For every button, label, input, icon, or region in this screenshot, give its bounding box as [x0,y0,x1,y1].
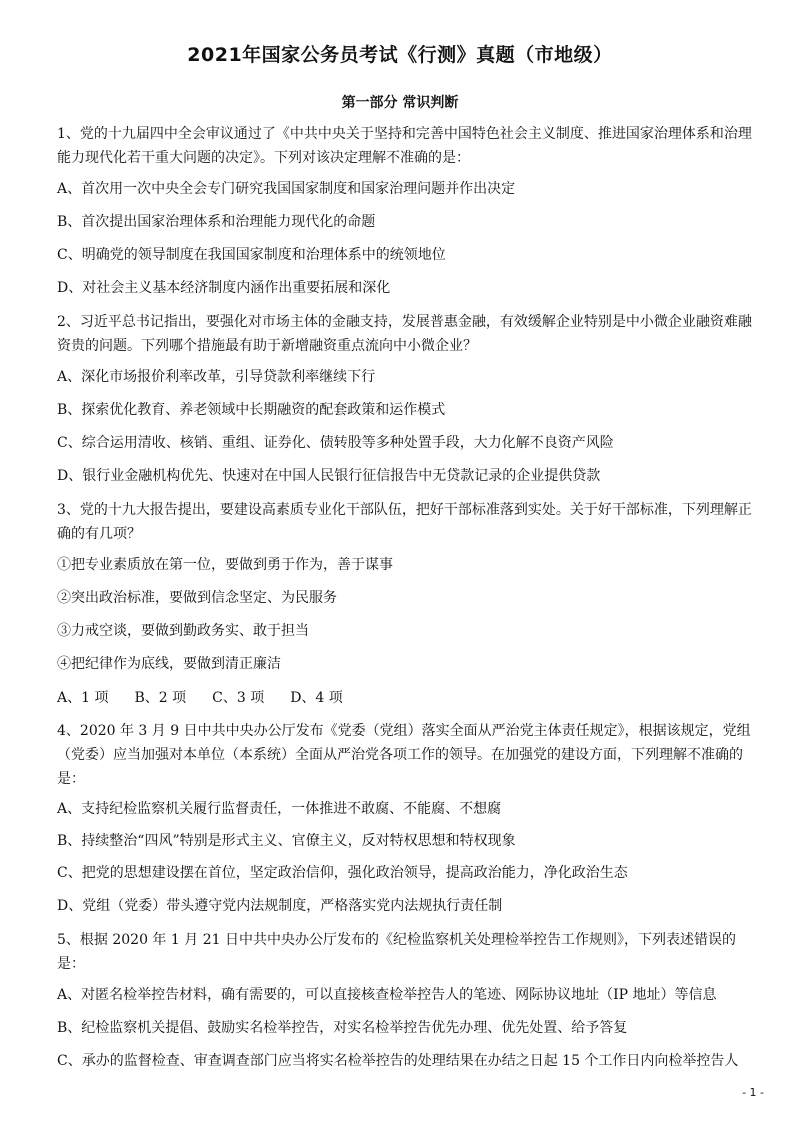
question-4-stem: 4、2020 年 3 月 9 日中共中央办公厅发布《党委（党组）落实全面从严治党主体责任规定》，根据该规定，党组（党委）应当加强对本单位（本系统）全面从严治党各项工作的领导。在加强党的建设方面，下列理解不准确的是： [57,723,751,787]
section-heading: 第一部分 常识判断 [341,95,459,111]
question-3-item-3: ③力戒空谈，要做到勤政务实、敢于担当 [57,623,309,639]
question-2-option-d: D、银行业金融机构优先、快速对在中国人民银行征信报告中无贷款记录的企业提供贷款 [57,468,601,484]
question-4-option-c: C、把党的思想建设摆在首位，坚定政治信仰，强化政治领导，提高政治能力，净化政治生态 [57,865,628,881]
question-5-option-a: A、对匿名检举控告材料，确有需要的，可以直接核查检举控告人的笔迹、网际协议地址（IP 地址）等信息 [57,987,717,1003]
question-3-item-2: ②突出政治标准，要做到信念坚定、为民服务 [57,590,337,606]
question-1-option-b: B、首次提出国家治理体系和治理能力现代化的命题 [57,214,376,230]
question-3-options [57,686,757,710]
question-4-option-a: A、支持纪检监察机关履行监督责任，一体推进不敢腐、不能腐、不想腐 [57,801,502,817]
question-2-option-a: A、深化市场报价利率改革，引导贷款利率继续下行 [57,369,376,385]
question-1-option-d: D、对社会主义基本经济制度内涵作出重要拓展和深化 [57,280,391,296]
question-1-option-c: C、明确党的领导制度在我国国家制度和治理体系中的统领地位 [57,247,446,263]
page-number: - 1 - [742,1086,764,1099]
question-3-item-1: ①把专业素质放在第一位，要做到勇于作为，善于谋事 [57,557,393,573]
question-5-option-b: B、纪检监察机关提倡、鼓励实名检举控告，对实名检举控告优先办理、优先处置、给予答复 [57,1020,628,1036]
question-5-stem: 5、根据 2020 年 1 月 21 日中共中央办公厅发布的《纪检监察机关处理检举控告工作规则》，下列表述错误的是： [57,932,736,972]
question-1-option-a: A、首次用一次中央全会专门研究我国国家制度和国家治理问题并作出决定 [57,181,516,197]
question-2-option-b: B、探索优化教育、养老领域中长期融资的配套政策和运作模式 [57,402,446,418]
question-3-option-c: C、3 项 [212,690,265,706]
question-3-option-d: D、4 项 [290,690,343,706]
question-4-option-d: D、党组（党委）带头遵守党内法规制度，严格落实党内法规执行责任制 [57,898,503,914]
question-3-option-a: A、1 项 [57,690,109,706]
question-5-option-c: C、承办的监督检查、审查调查部门应当将实名检举控告的处理结果在办结之日起 15 个工作日内向检举控告人 [57,1053,739,1069]
question-3-item-4: ④把纪律作为底线，要做到清正廉洁 [57,656,281,672]
question-1-stem: 1、党的十九届四中全会审议通过了《中共中央关于坚持和完善中国特色社会主义制度、推进国家治理体系和治理能力现代化若干重大问题的决定》。下列对该决定理解不准确的是： [57,126,752,166]
question-3-option-b: B、2 项 [134,690,187,706]
question-2-stem: 2、习近平总书记指出，要强化对市场主体的金融支持，发展普惠金融，有效缓解企业特别是中小微企业融资难融资贵的问题。下列哪个措施最有助于新增融资重点流向中小微企业？ [57,314,752,354]
question-4-option-b: B、持续整治“四风”特别是形式主义、官僚主义，反对特权思想和特权现象 [57,833,516,849]
page-title: 2021年国家公务员考试《行测》真题（市地级） [187,44,613,66]
question-3-stem: 3、党的十九大报告提出，要建设高素质专业化干部队伍，把好干部标准落到实处。关于好干部标准，下列理解正确的有几项？ [57,502,752,542]
question-2-option-c: C、综合运用清收、核销、重组、证券化、债转股等多种处置手段，大力化解不良资产风险 [57,435,614,451]
